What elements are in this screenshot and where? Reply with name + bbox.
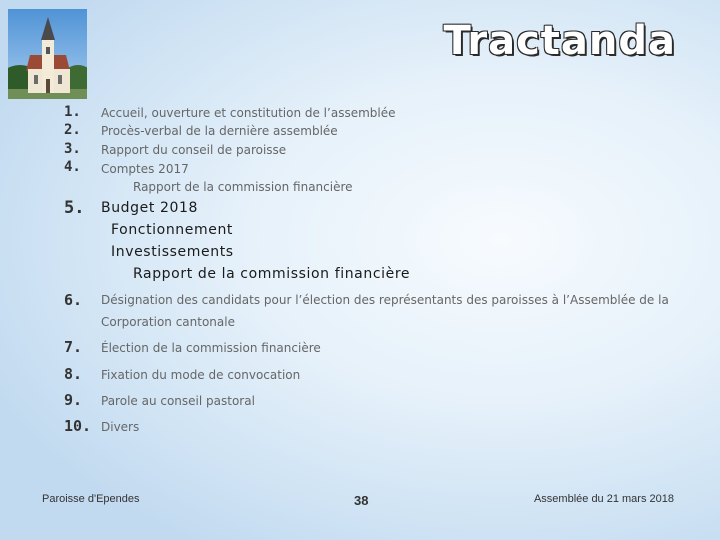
- agenda-item-text: Accueil, ouverture et constitution de l’assemblée: [101, 106, 396, 120]
- footer-date: Assemblée du 21 mars 2018: [533, 493, 674, 505]
- page-number: 38: [354, 493, 369, 508]
- item-number: 8.: [64, 365, 83, 383]
- item-number: 2.: [64, 122, 81, 138]
- agenda-subitem-text: Fonctionnement: [111, 222, 234, 238]
- agenda-item-text-continued: Corporation cantonale: [101, 315, 235, 329]
- agenda-subitem-text: Rapport de la commission financière: [133, 180, 353, 194]
- item-number: 1.: [64, 104, 81, 120]
- page-title: Tractanda: [443, 18, 676, 64]
- item-number: 10.: [64, 417, 92, 435]
- item-number: 4.: [64, 159, 81, 175]
- agenda-item-text: Comptes 2017: [101, 162, 189, 176]
- item-number: 9.: [64, 391, 83, 409]
- item-number: 6.: [64, 291, 83, 309]
- agenda-item-text: Parole au conseil pastoral: [101, 394, 255, 408]
- agenda-subitem-text: Rapport de la commission financière: [133, 266, 411, 282]
- agenda-item-text: Fixation du mode de convocation: [101, 368, 301, 382]
- church-photo: [8, 9, 87, 99]
- agenda-subitem-text: Investissements: [111, 244, 234, 260]
- agenda-item-text: Désignation des candidats pour l’élection des représentants des paroisses à l’Assemblée de la: [101, 293, 669, 307]
- item-number: 7.: [64, 338, 83, 356]
- item-number: 5.: [64, 198, 85, 218]
- agenda-item-text: Divers: [101, 420, 140, 434]
- item-number: 3.: [64, 141, 81, 157]
- agenda-item-text: Budget 2018: [101, 200, 199, 216]
- agenda-item-text: Rapport du conseil de paroisse: [101, 143, 287, 157]
- agenda-item-text: Procès-verbal de la dernière assemblée: [101, 124, 338, 138]
- agenda-item-text: Élection de la commission financière: [101, 341, 321, 355]
- footer-parish: Paroisse d'Ependes: [42, 493, 140, 505]
